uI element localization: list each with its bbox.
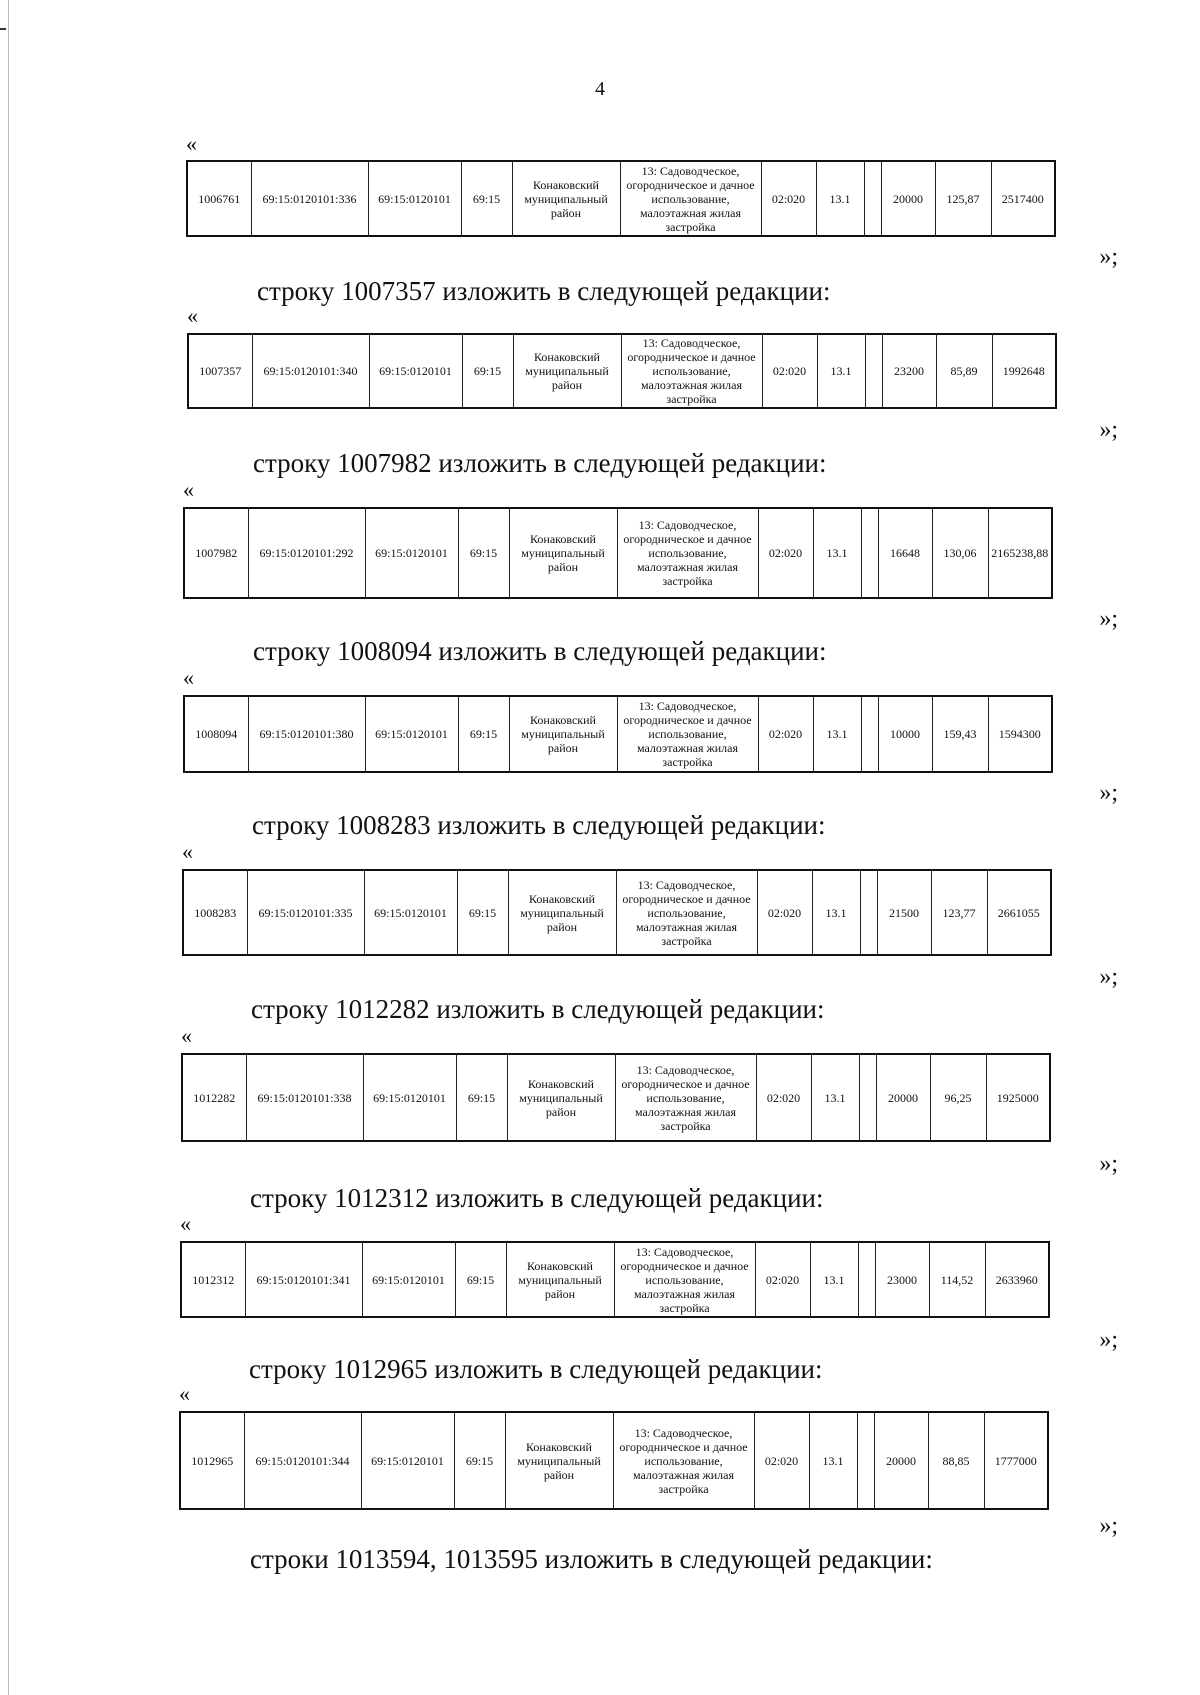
land-use-cell: 13: Садоводческое, огородническое и дачное использование, малоэтажная жилая застройка xyxy=(621,334,762,408)
registry-row-table xyxy=(187,333,1057,409)
cadastral-number-cell: 69:15:0120101:380 xyxy=(248,696,365,772)
open-quote: « xyxy=(181,1023,192,1048)
cadastral-number-cell: 69:15:0120101:340 xyxy=(252,334,369,408)
table-row xyxy=(184,508,1052,598)
cadastral-district-cell: 69:15 xyxy=(455,1242,506,1317)
table-row xyxy=(187,161,1055,236)
specific-value-cell: 114,52 xyxy=(929,1242,985,1317)
specific-value-cell: 96,25 xyxy=(930,1054,986,1141)
edit-instruction: строку 1008283 изложить в следующей редакции: xyxy=(252,810,826,840)
code-cell: 02:020 xyxy=(757,870,812,955)
area-cell: 20000 xyxy=(874,1412,928,1509)
specific-value-cell: 85,89 xyxy=(936,334,992,408)
municipality-cell: Конаковский муниципальный район xyxy=(506,1242,614,1317)
code-cell: 02:020 xyxy=(758,696,813,772)
table-row xyxy=(183,870,1051,955)
row-number-cell: 1008283 xyxy=(183,870,247,955)
cadastral-value-cell: 2661055 xyxy=(987,870,1051,955)
registry-row-table xyxy=(179,1411,1049,1510)
registry-row-table xyxy=(181,1053,1051,1142)
table-row xyxy=(182,1054,1050,1141)
open-quote: « xyxy=(183,665,194,690)
cadastral-district-cell: 69:15 xyxy=(457,870,508,955)
land-use-cell: 13: Садоводческое, огородническое и дачное использование, малоэтажная жилая застройка xyxy=(617,508,758,598)
row-number-cell: 1012312 xyxy=(181,1242,245,1317)
margin-mark xyxy=(0,28,6,30)
row-number-cell: 1007357 xyxy=(188,334,252,408)
close-quote: »; xyxy=(1099,606,1118,632)
cadastral-district-cell: 69:15 xyxy=(456,1054,507,1141)
open-quote: « xyxy=(179,1381,190,1406)
cadastral-quarter-cell: 69:15:0120101 xyxy=(365,696,458,772)
page-number: 4 xyxy=(595,78,605,100)
close-quote: »; xyxy=(1099,417,1118,443)
cadastral-quarter-cell: 69:15:0120101 xyxy=(363,1054,456,1141)
cadastral-number-cell: 69:15:0120101:338 xyxy=(246,1054,363,1141)
empty-cell xyxy=(861,696,878,772)
table-row xyxy=(188,334,1056,408)
cadastral-quarter-cell: 69:15:0120101 xyxy=(362,1242,455,1317)
municipality-cell: Конаковский муниципальный район xyxy=(507,1054,615,1141)
specific-value-cell: 159,43 xyxy=(932,696,988,772)
edit-instruction: строку 1012965 изложить в следующей редакции: xyxy=(249,1354,823,1384)
cadastral-quarter-cell: 69:15:0120101 xyxy=(368,161,461,236)
empty-cell xyxy=(864,161,881,236)
cadastral-number-cell: 69:15:0120101:292 xyxy=(248,508,365,598)
row-number-cell: 1006761 xyxy=(187,161,251,236)
land-use-cell: 13: Садоводческое, огородническое и дачное использование, малоэтажная жилая застройка xyxy=(615,1054,756,1141)
land-use-cell: 13: Садоводческое, огородническое и дачное использование, малоэтажная жилая застройка xyxy=(616,870,757,955)
table-row xyxy=(181,1242,1049,1317)
row-number-cell: 1012282 xyxy=(182,1054,246,1141)
land-use-cell: 13: Садоводческое, огородническое и дачное использование, малоэтажная жилая застройка xyxy=(617,696,758,772)
cadastral-value-cell: 1594300 xyxy=(988,696,1052,772)
area-cell: 23200 xyxy=(882,334,936,408)
empty-cell xyxy=(858,1242,875,1317)
code-cell: 02:020 xyxy=(758,508,813,598)
registry-row-table xyxy=(182,869,1052,956)
cadastral-number-cell: 69:15:0120101:335 xyxy=(247,870,364,955)
close-quote: »; xyxy=(1099,780,1118,806)
final-instruction: строки 1013594, 1013595 изложить в следующей редакции: xyxy=(250,1544,933,1574)
empty-cell xyxy=(859,1054,876,1141)
scan-edge-line xyxy=(8,0,9,1695)
empty-cell xyxy=(865,334,882,408)
cadastral-district-cell: 69:15 xyxy=(462,334,513,408)
group-cell: 13.1 xyxy=(811,1054,859,1141)
row-number-cell: 1008094 xyxy=(184,696,248,772)
specific-value-cell: 130,06 xyxy=(932,508,988,598)
close-quote: »; xyxy=(1099,1151,1118,1177)
group-cell: 13.1 xyxy=(813,508,861,598)
cadastral-quarter-cell: 69:15:0120101 xyxy=(361,1412,454,1509)
group-cell: 13.1 xyxy=(813,696,861,772)
cadastral-quarter-cell: 69:15:0120101 xyxy=(364,870,457,955)
cadastral-number-cell: 69:15:0120101:341 xyxy=(245,1242,362,1317)
area-cell: 21500 xyxy=(877,870,931,955)
area-cell: 16648 xyxy=(878,508,932,598)
municipality-cell: Конаковский муниципальный район xyxy=(508,870,616,955)
cadastral-quarter-cell: 69:15:0120101 xyxy=(365,508,458,598)
cadastral-district-cell: 69:15 xyxy=(461,161,512,236)
area-cell: 20000 xyxy=(881,161,935,236)
cadastral-quarter-cell: 69:15:0120101 xyxy=(369,334,462,408)
group-cell: 13.1 xyxy=(817,334,865,408)
municipality-cell: Конаковский муниципальный район xyxy=(505,1412,613,1509)
area-cell: 20000 xyxy=(876,1054,930,1141)
registry-row-table xyxy=(180,1241,1050,1318)
cadastral-value-cell: 2517400 xyxy=(991,161,1055,236)
group-cell: 13.1 xyxy=(810,1242,858,1317)
code-cell: 02:020 xyxy=(756,1054,811,1141)
table-row xyxy=(184,696,1052,772)
registry-row-table xyxy=(183,695,1053,773)
cadastral-value-cell: 1925000 xyxy=(986,1054,1050,1141)
row-number-cell: 1012965 xyxy=(180,1412,244,1509)
open-quote: « xyxy=(180,1211,191,1236)
registry-row-table xyxy=(186,160,1056,237)
cadastral-district-cell: 69:15 xyxy=(458,508,509,598)
cadastral-value-cell: 2165238,88 xyxy=(988,508,1052,598)
land-use-cell: 13: Садоводческое, огородническое и дачное использование, малоэтажная жилая застройка xyxy=(613,1412,754,1509)
specific-value-cell: 123,77 xyxy=(931,870,987,955)
code-cell: 02:020 xyxy=(762,334,817,408)
empty-cell xyxy=(861,508,878,598)
code-cell: 02:020 xyxy=(761,161,816,236)
cadastral-value-cell: 1992648 xyxy=(992,334,1056,408)
open-quote: « xyxy=(187,303,198,328)
cadastral-value-cell: 2633960 xyxy=(985,1242,1049,1317)
land-use-cell: 13: Садоводческое, огородническое и дачное использование, малоэтажная жилая застройка xyxy=(614,1242,755,1317)
edit-instruction: строку 1008094 изложить в следующей редакции: xyxy=(253,636,827,666)
edit-instruction: строку 1012282 изложить в следующей редакции: xyxy=(251,994,825,1024)
edit-instruction: строку 1012312 изложить в следующей редакции: xyxy=(250,1183,824,1213)
municipality-cell: Конаковский муниципальный район xyxy=(512,161,620,236)
specific-value-cell: 125,87 xyxy=(935,161,991,236)
empty-cell xyxy=(860,870,877,955)
open-quote: « xyxy=(182,839,193,864)
cadastral-number-cell: 69:15:0120101:344 xyxy=(244,1412,361,1509)
cadastral-number-cell: 69:15:0120101:336 xyxy=(251,161,368,236)
cadastral-value-cell: 1777000 xyxy=(984,1412,1048,1509)
registry-row-table xyxy=(183,507,1053,599)
edit-instruction: строку 1007357 изложить в следующей редакции: xyxy=(257,276,831,306)
edit-instruction: строку 1007982 изложить в следующей редакции: xyxy=(253,448,827,478)
municipality-cell: Конаковский муниципальный район xyxy=(513,334,621,408)
open-quote: « xyxy=(183,477,194,502)
municipality-cell: Конаковский муниципальный район xyxy=(509,696,617,772)
municipality-cell: Конаковский муниципальный район xyxy=(509,508,617,598)
code-cell: 02:020 xyxy=(755,1242,810,1317)
empty-cell xyxy=(857,1412,874,1509)
cadastral-district-cell: 69:15 xyxy=(458,696,509,772)
land-use-cell: 13: Садоводческое, огородническое и дачное использование, малоэтажная жилая застройка xyxy=(620,161,761,236)
close-quote: »; xyxy=(1099,244,1118,270)
close-quote: »; xyxy=(1099,1513,1118,1539)
cadastral-district-cell: 69:15 xyxy=(454,1412,505,1509)
row-number-cell: 1007982 xyxy=(184,508,248,598)
group-cell: 13.1 xyxy=(809,1412,857,1509)
area-cell: 10000 xyxy=(878,696,932,772)
open-quote: « xyxy=(186,131,197,156)
specific-value-cell: 88,85 xyxy=(928,1412,984,1509)
close-quote: »; xyxy=(1099,1327,1118,1353)
close-quote: »; xyxy=(1099,964,1118,990)
table-row xyxy=(180,1412,1048,1509)
code-cell: 02:020 xyxy=(754,1412,809,1509)
group-cell: 13.1 xyxy=(812,870,860,955)
area-cell: 23000 xyxy=(875,1242,929,1317)
group-cell: 13.1 xyxy=(816,161,864,236)
